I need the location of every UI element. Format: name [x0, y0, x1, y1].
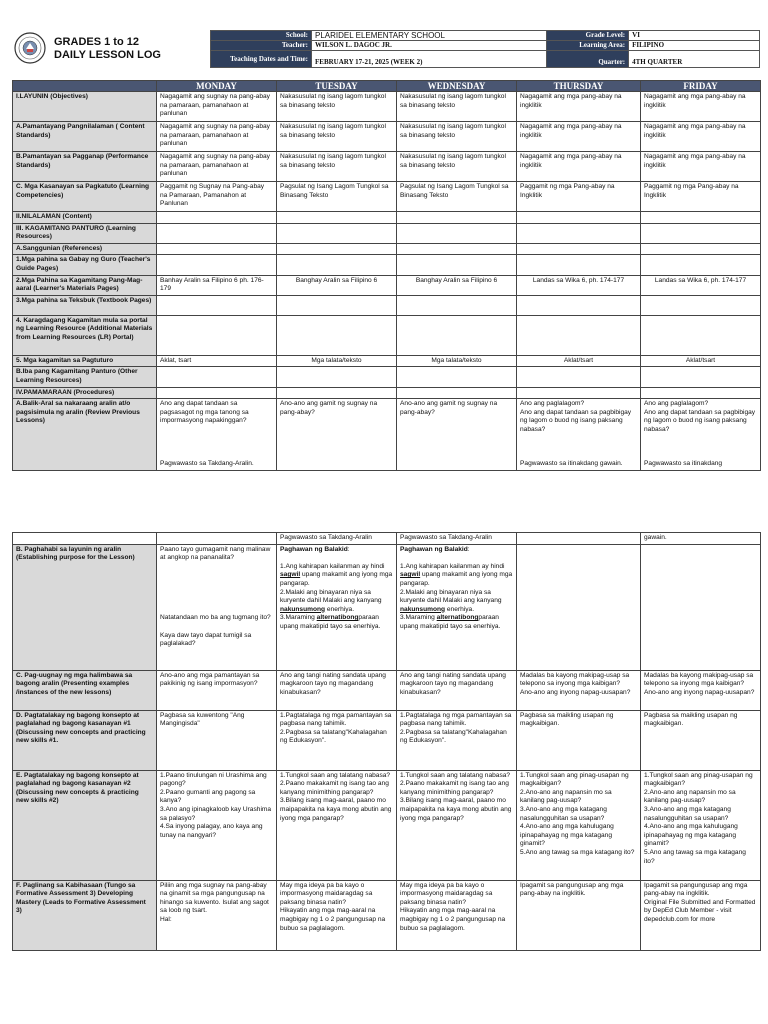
balakid-word: alternatibong: [436, 614, 479, 622]
row-label: 4. Karagdagang Kagamitan mula sa portal ng Learning Resource (Additional Materials from Learning Resources (LR) Portal): [13, 315, 157, 355]
area-label: Learning Area:: [547, 41, 629, 51]
day-cell: Ano-ano ang gamit ng sugnay na pang-abay?: [277, 399, 397, 471]
balakid-colon: :: [467, 545, 470, 553]
lesson-row: [13, 544, 761, 670]
balakid-text: upang makamit ang iyong mga pangarap.: [400, 571, 513, 587]
row-label: C. Pag-uugnay ng mga halimbawa sa bagong aralin (Presenting examples /instances of the new lessons): [13, 670, 157, 710]
lesson-row: [13, 152, 761, 182]
quarter-label: Quarter:: [547, 51, 629, 68]
lesson-row: [13, 670, 761, 710]
row-label: B.Pamantayan sa Pagganap (Performance Standards): [13, 152, 157, 182]
day-cell: [641, 212, 761, 224]
day-cell: [157, 212, 277, 224]
lesson-row: [13, 533, 761, 545]
lesson-row: [13, 295, 761, 315]
day-cell: [157, 255, 277, 275]
lesson-table-page-2: [12, 532, 760, 951]
lesson-row: [13, 243, 761, 255]
day-cell: [277, 223, 397, 243]
balakid-text: upang makamit ang iyong mga pangarap.: [280, 571, 393, 587]
day-cell: [397, 212, 517, 224]
day-cell: [277, 387, 397, 399]
day-cell: [157, 533, 277, 545]
day-cell: 1.Tungkol saan ang pinag-usapan ng magkaibigan? 2.Ano-ano ang napansin mo sa kanilang pag-uusap? 3.Ano-ano ang mga katagang nasalungguhitan sa usapan? 4.Ano-ano ang mga kahulugang ipinapahayag ng mga katagang ginamit? 5.Ano ang tawag sa mga katagang ito?: [641, 770, 761, 880]
balakid-text: 3.Maraming: [400, 614, 437, 622]
teacher-label: Teacher:: [211, 41, 312, 51]
day-cell: Piliin ang mga sugnay na pang-abay na ginamit sa mga pangungusap na hinango sa kuwento. Isulat ang sagot sa loob ng tsart. Hal:: [157, 880, 277, 950]
school-value: PLARIDEL ELEMENTARY SCHOOL: [312, 31, 547, 41]
day-cell: [397, 387, 517, 399]
day-cell: Nakasusulat ng isang lagom tungkol sa binasang teksto: [277, 152, 397, 182]
day-cell: [277, 243, 397, 255]
day-cell: Aklat/tsart: [641, 355, 761, 367]
dates-value: FEBRUARY 17-21, 2025 (WEEK 2): [312, 51, 547, 68]
row-label: D. Pagtatalakay ng bagong konsepto at paglalahad ng bagong kasanayan #1 (Discussing new concepts and practicing new skills #1.: [13, 710, 157, 770]
day-cell: Ipagamit sa pangungusap ang mga pang-abay na ingklitik.: [517, 880, 641, 950]
day-cell: [277, 544, 397, 670]
day-cell: Ano ang tangi nating sandata upang magkaroon tayo ng magandang kinabukasan?: [277, 670, 397, 710]
row-label: 5. Mga kagamitan sa Pagtuturo: [13, 355, 157, 367]
lesson-row: [13, 223, 761, 243]
lesson-grid-1: [12, 80, 761, 471]
day-cell: [157, 315, 277, 355]
day-cell: [277, 315, 397, 355]
balakid-word: nakunsumong: [280, 605, 326, 613]
balakid-word: alternatibong: [316, 614, 359, 622]
day-cell: Nagagamit ang mga pang-abay na ingklitik: [641, 92, 761, 122]
lesson-row: [13, 710, 761, 770]
day-cell: Nagagamit ang mga pang-abay na ingklitik: [517, 122, 641, 152]
lesson-row: [13, 255, 761, 275]
day-cell: Aklat/tsart: [517, 355, 641, 367]
day-cell: May mga ideya pa ba kayo o impormasyong maidaragdag sa paksang binasa natin? Hikayatin ang mga mag-aaral na magbigay ng 1 o 2 pangungusap na bubuo sa paglalagom.: [277, 880, 397, 950]
day-cell: [157, 223, 277, 243]
day-cell: [641, 223, 761, 243]
day-cell: Mga talata/teksto: [397, 355, 517, 367]
row-label: C. Mga Kasanayan sa Pagkatuto (Learning Competencies): [13, 182, 157, 212]
day-cell: [641, 295, 761, 315]
day-cell: Paano tayo gumagamit nang malinaw at angkop na pananalita? Natatandaan mo ba ang tugmang ito? Kaya daw tayo dapat tumigil sa paglalakad?: [157, 544, 277, 670]
row-label: E. Pagtatalakay ng bagong konsepto at paglalahad ng bagong kasanayan #2 (Discussing new concepts & practicing new skills #2): [13, 770, 157, 880]
day-cell: [517, 212, 641, 224]
day-cell: Paggamit ng Sugnay na Pang-abay na Pamaraan, Pamanahon at Panlunan: [157, 182, 277, 212]
day-cell: [517, 367, 641, 387]
lesson-row: [13, 770, 761, 880]
day-cell: Pagbasa sa kuwentong "Ang Mangingisda": [157, 710, 277, 770]
lesson-table-page-1: [12, 80, 760, 471]
day-cell: [517, 533, 641, 545]
day-cell: 1.Tungkol saan ang talatang nabasa? 2.Paano makakamit ng isang tao ang kanyang minimithing pangarap? 3.Bilang isang mag-aaral, paano mo maipapakita na kaya mong abutin ang iyong mga pangarap?: [397, 770, 517, 880]
row-label: 2.Mga Pahina sa Kagamitang Pang-Mag-aaral (Learner's Materials Pages): [13, 275, 157, 295]
lesson-grid-2: [12, 532, 761, 951]
balakid-word: sagwil: [400, 571, 421, 579]
balakid-text: enerhiya.: [325, 605, 355, 613]
balakid-word: sagwil: [280, 571, 301, 579]
day-cell: [641, 544, 761, 670]
day-cell: [397, 544, 517, 670]
teacher-value: WILSON L. DAGOC JR.: [312, 41, 547, 51]
row-label: A.Balik-Aral sa nakaraang aralin at/o pagsisimula ng aralin (Review Previous Lessons): [13, 399, 157, 471]
balakid-text: 1.Ang kahirapan kailanman ay hindi: [400, 562, 505, 570]
day-cell: Pagsulat ng Isang Lagom Tungkol sa Binasang Teksto: [397, 182, 517, 212]
day-cell: [157, 243, 277, 255]
day-cell: 1.Paano tinulungan ni Urashima ang pagong? 2.Paano gumanti ang pagong sa kanya? 3.Ano ang ipinagkaloob kay Urashima sa palasyo? 4.Sa inyong palagay, ano kaya ang tunay na nangyari?: [157, 770, 277, 880]
deped-seal-icon: [14, 32, 46, 64]
day-cell: Landas sa Wika 6, ph. 174-177: [517, 275, 641, 295]
day-cell: Ano ang paglalagom? Ano ang dapat tandaan sa pagbibigay ng lagom o buod ng isang paksang nabasa? Pagwawasto sa itinakdang gawain.: [517, 399, 641, 471]
day-cell: 1.Pagtatalaga ng mga pamantayan sa pagbasa nang tahimik. 2.Pagbasa sa talatang"Kahalagahan ng Edukasyon".: [277, 710, 397, 770]
title-line-1: GRADES 1 to 12: [54, 36, 139, 48]
grade-info-table: [546, 30, 760, 68]
day-cell: Nakasusulat ng isang lagom tungkol sa binasang teksto: [397, 122, 517, 152]
day-cell: [641, 315, 761, 355]
document-title: [54, 36, 161, 62]
day-cell: [517, 315, 641, 355]
balakid-text: paraan upang makatipid tayo sa enerhiya.: [400, 614, 501, 630]
day-cell: Paggamit ng mga Pang-abay na Ingklitik: [517, 182, 641, 212]
day-cell: May mga ideya pa ba kayo o impormasyong maidaragdag sa paksang binasa natin? Hikayatin ang mga mag-aaral na magbigay ng 1 o 2 pangungusap na bubuo sa paglalagom.: [397, 880, 517, 950]
day-cell: Nagagamit ang sugnay na pang-abay na pamaraan, pamanahaon at panlunan: [157, 122, 277, 152]
lesson-row: [13, 399, 761, 471]
day-header: TUESDAY: [277, 81, 397, 92]
school-label: School:: [211, 31, 312, 41]
grade-label: Grade Level:: [547, 31, 629, 41]
lesson-row: [13, 182, 761, 212]
lesson-row: [13, 367, 761, 387]
row-label: A.Pamantayang Pangnilalaman ( Content Standards): [13, 122, 157, 152]
day-cell: [277, 295, 397, 315]
balakid-heading: Paghawan ng Balakid: [400, 545, 468, 553]
row-label: [13, 533, 157, 545]
lesson-row: [13, 387, 761, 399]
day-cell: [641, 255, 761, 275]
day-cell: [397, 295, 517, 315]
day-cell: [397, 367, 517, 387]
day-cell: Ano ang paglalagom? Ano ang dapat tandaan sa pagbibigay ng lagom o buod ng isang paksang nabasa? Pagwawasto sa itinakdang: [641, 399, 761, 471]
day-cell: Ipagamit sa pangungusap ang mga pang-abay na ingklitik. Original File Submitted and Formatted by DepEd Club Member - visit depedclub.com for more: [641, 880, 761, 950]
day-cell: gawain.: [641, 533, 761, 545]
row-label: 1.Mga pahina sa Gabay ng Guro (Teacher's Guide Pages): [13, 255, 157, 275]
day-cell: Ano ang tangi nating sandata upang magkaroon tayo ng magandang kinabukasan?: [397, 670, 517, 710]
day-cell: Nakasusulat ng isang lagom tungkol sa binasang teksto: [277, 122, 397, 152]
lesson-row: [13, 92, 761, 122]
row-label: IV.PAMAMARAAN (Procedures): [13, 387, 157, 399]
day-cell: Aklat, tsart: [157, 355, 277, 367]
day-cell: Nakasusulat ng isang lagom tungkol sa binasang teksto: [397, 92, 517, 122]
row-label: B. Paghahabi sa layunin ng aralin (Establishing purpose for the Lesson): [13, 544, 157, 670]
row-label: II.NILALAMAN (Content): [13, 212, 157, 224]
day-cell: Pagwawasto sa Takdang-Aralin: [397, 533, 517, 545]
day-cell: Ano-ano ang mga pamantayan sa pakikinig ng isang impormasyon?: [157, 670, 277, 710]
day-cell: Ano-ano ang gamit ng sugnay na pang-abay?: [397, 399, 517, 471]
day-cell: Nakasusulat ng isang lagom tungkol sa binasang teksto: [397, 152, 517, 182]
day-header: THURSDAY: [517, 81, 641, 92]
day-cell: [641, 243, 761, 255]
day-cell: Banghay Aralin sa Filipino 6: [277, 275, 397, 295]
day-header: WEDNESDAY: [397, 81, 517, 92]
lesson-row: [13, 122, 761, 152]
day-cell: [517, 387, 641, 399]
day-cell: Banhay Aralin sa Filipino 6 ph. 176-179: [157, 275, 277, 295]
day-cell: Nagagamit ang mga pang-abay na ingklitik: [517, 92, 641, 122]
day-cell: 1.Pagtatalaga ng mga pamantayan sa pagbasa nang tahimik. 2.Pagbasa sa talatang"Kahalagahan ng Edukasyon".: [397, 710, 517, 770]
day-cell: [641, 387, 761, 399]
day-cell: Madalas ba kayong makipag-usap sa telepono sa inyong mga kaibigan? Ano-ano ang inyong napag-uusapan?: [641, 670, 761, 710]
balakid-text: enerhiya.: [445, 605, 475, 613]
day-cell: 1.Tungkol saan ang pinag-usapan ng magkaibigan? 2.Ano-ano ang napansin mo sa kanilang pag-uusap? 3.Ano-ano ang mga katagang nasalungguhitan sa usapan? 4.Ano-ano ang mga kahulugang ipinapahayag ng mga katagang ginamit? 5.Ano ang tawag sa mga katagang ito?: [517, 770, 641, 880]
day-cell: Pagsulat ng Isang Lagom Tungkol sa Binasang Teksto: [277, 182, 397, 212]
day-cell: [397, 243, 517, 255]
day-cell: Pagbasa sa maikling usapan ng magkaibigan.: [641, 710, 761, 770]
balakid-heading: Paghawan ng Balakid: [280, 545, 348, 553]
day-cell: Paggamit ng mga Pang-abay na Ingklitik: [641, 182, 761, 212]
day-cell: [157, 387, 277, 399]
grade-value: VI: [629, 31, 760, 41]
day-cell: [517, 243, 641, 255]
day-cell: [157, 367, 277, 387]
day-cell: [277, 367, 397, 387]
row-label: A.Sanggunian (References): [13, 243, 157, 255]
day-cell: Madalas ba kayong makipag-usap sa telepono sa inyong mga kaibigan? Ano-ano ang inyong napag-uusapan?: [517, 670, 641, 710]
title-line-2: DAILY LESSON LOG: [54, 49, 161, 61]
lesson-row: [13, 355, 761, 367]
day-cell: Nagagamit ang sugnay na pang-abay na pamaraan, pamanahaon at panlunan: [157, 92, 277, 122]
day-cell: Banghay Aralin sa Filipino 6: [397, 275, 517, 295]
balakid-text: 3.Maraming: [280, 614, 317, 622]
lesson-row: [13, 275, 761, 295]
row-label: I.LAYUNIN (Objectives): [13, 92, 157, 122]
lesson-row: [13, 880, 761, 950]
day-cell: [517, 295, 641, 315]
school-info-table: [210, 30, 547, 68]
day-cell: [517, 255, 641, 275]
day-cell: Nagagamit ang mga pang-abay na ingklitik: [641, 122, 761, 152]
balakid-text: 1.Ang kahirapan kailanman ay hindi: [280, 562, 385, 570]
header: [12, 30, 760, 74]
day-cell: [157, 295, 277, 315]
day-cell: [397, 255, 517, 275]
day-cell: [397, 223, 517, 243]
day-cell: Nagagamit ang mga pang-abay na ingklitik: [641, 152, 761, 182]
day-cell: [397, 315, 517, 355]
day-cell: Nagagamit ang sugnay na pang-abay na pamaraan, pamanahaon at panlunan: [157, 152, 277, 182]
lesson-row: [13, 315, 761, 355]
day-cell: [517, 223, 641, 243]
day-cell: Mga talata/teksto: [277, 355, 397, 367]
area-value: FILIPINO: [629, 41, 760, 51]
day-cell: [641, 367, 761, 387]
day-cell: Nagagamit ang mga pang-abay na ingklitik: [517, 152, 641, 182]
day-header: MONDAY: [157, 81, 277, 92]
row-label: 3.Mga pahina sa Teksbuk (Textbook Pages): [13, 295, 157, 315]
balakid-text: paraan upang makatipid tayo sa enerhiya.: [280, 614, 381, 630]
lesson-row: [13, 212, 761, 224]
day-cell: Pagbasa sa maikling usapan ng magkaibigan.: [517, 710, 641, 770]
row-label: III. KAGAMITANG PANTURO (Learning Resources): [13, 223, 157, 243]
day-cell: 1.Tungkol saan ang talatang nabasa? 2.Paano makakamit ng isang tao ang kanyang minimithing pangarap? 3.Bilang isang mag-aaral, paano mo maipapakita na kaya mong abutin ang iyong mga pangarap?: [277, 770, 397, 880]
dates-label: Teaching Dates and Time:: [211, 51, 312, 68]
day-cell: [517, 544, 641, 670]
day-cell: Nakasusulat ng isang lagom tungkol sa binasang teksto: [277, 92, 397, 122]
day-cell: Pagwawasto sa Takdang-Aralin: [277, 533, 397, 545]
balakid-word: nakunsumong: [400, 605, 446, 613]
day-cell: Landas sa Wika 6, ph. 174-177: [641, 275, 761, 295]
balakid-text: 2.Malaki ang binayaran niya sa kuryente dahil Malaki ang kanyang: [400, 588, 502, 605]
day-cell: [277, 255, 397, 275]
balakid-colon: :: [347, 545, 350, 553]
day-cell: [277, 212, 397, 224]
day-cell: Ano ang dapat tandaan sa pagsasagot ng mga tanong sa impormasyong napakinggan? Pagwawasto sa Takdang-Aralin.: [157, 399, 277, 471]
day-header: FRIDAY: [641, 81, 761, 92]
quarter-value: 4TH QUARTER: [629, 51, 760, 68]
row-label: F. Paglinang sa Kabihasaan (Tungo sa Formative Assessment 3) Developing Mastery (Leads to Formative Assessment 3): [13, 880, 157, 950]
row-label: B.Iba pang Kagamitang Panturo (Other Learning Resources): [13, 367, 157, 387]
corner-cell: [13, 81, 157, 92]
balakid-text: 2.Malaki ang binayaran niya sa kuryente dahil Malaki ang kanyang: [280, 588, 382, 605]
